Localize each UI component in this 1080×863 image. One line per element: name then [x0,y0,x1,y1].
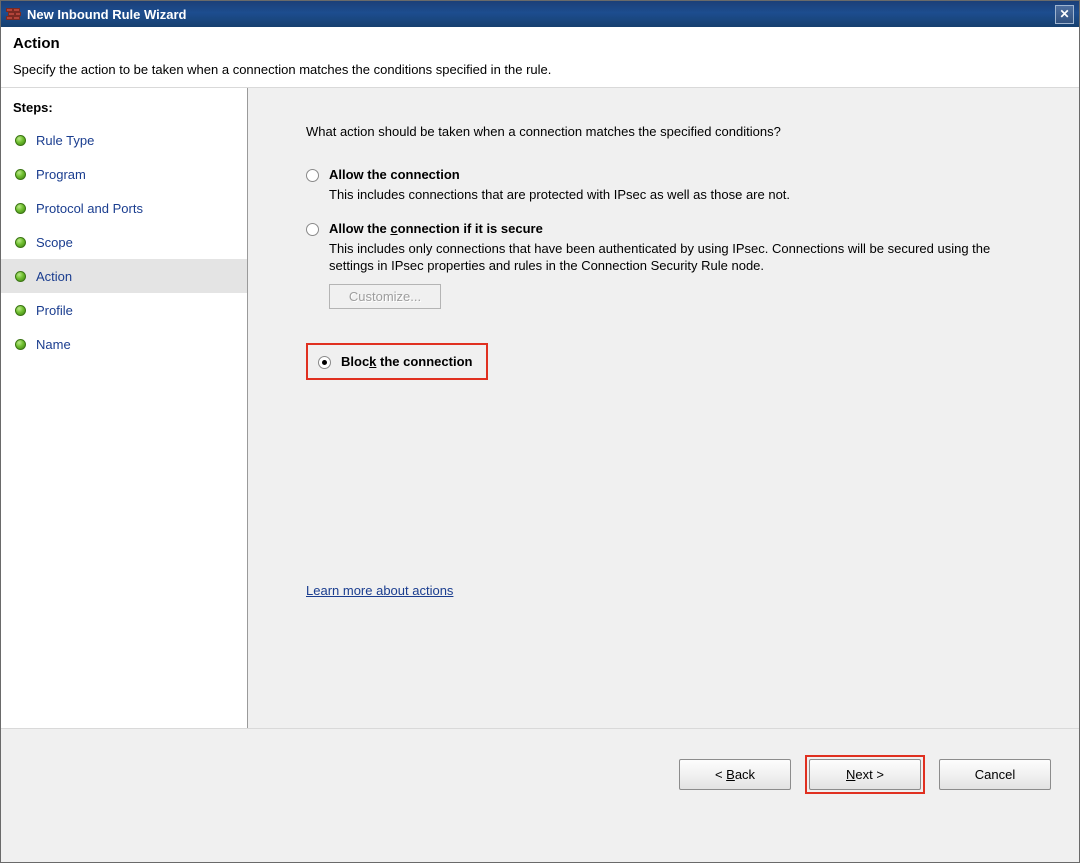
sidebar-item-label: Program [36,166,86,182]
sidebar-item-protocol-and-ports[interactable] [1,191,247,225]
cancel-button[interactable]: Cancel [939,759,1051,790]
wizard-body [1,88,1079,728]
option-allow-the-connection[interactable] [306,167,1049,203]
sidebar-item-label: Action [36,268,73,284]
sidebar-item-action[interactable] [1,259,247,293]
learn-more-about-actions-link[interactable]: Learn more about actions [306,583,454,598]
option-description: This includes only connections that have been authenticated by using IPsec. Connections will be secured using the settings in IPsec properties and rules in the Connection Security Rule node. [329,241,991,273]
action-content-pane [248,88,1079,728]
option-description: This includes connections that are protected with IPsec as well as those are not. [329,187,791,202]
sidebar-item-program[interactable] [1,157,247,191]
page-subtitle: Specify the action to be taken when a connection matches the conditions specified in the rule. [13,62,552,77]
sidebar-item-label: Rule Type [36,132,95,148]
sidebar-item-name[interactable] [1,327,247,361]
steps-sidebar [1,88,248,728]
step-bullet-icon [15,169,26,180]
step-bullet-icon [15,271,26,282]
back-button[interactable]: < Back [679,759,791,790]
step-bullet-icon [15,237,26,248]
next-button[interactable]: Next > [809,759,921,790]
sidebar-item-scope[interactable] [1,225,247,259]
sidebar-item-label: Profile [36,302,73,318]
sidebar-item-label: Name [36,336,71,352]
radio-block-the-connection[interactable] [318,356,331,369]
option-block-the-connection[interactable] [318,354,472,369]
action-question: What action should be taken when a connection matches the specified conditions? [306,124,781,139]
option-label: Allow the connection if it is secure [329,221,543,236]
title-bar [1,1,1079,27]
option-block-the-connection-highlight[interactable] [306,343,488,380]
window-title: New Inbound Rule Wizard [27,6,187,22]
sidebar-item-rule-type[interactable] [1,123,247,157]
steps-heading: Steps: [13,100,53,115]
step-bullet-icon [15,135,26,146]
radio-allow-if-secure[interactable] [306,223,319,236]
radio-allow-the-connection[interactable] [306,169,319,182]
customize-button[interactable]: Customize... [329,284,441,309]
close-icon[interactable]: ✕ [1055,5,1074,24]
page-title: Action [13,35,60,52]
step-bullet-icon [15,305,26,316]
step-bullet-icon [15,339,26,350]
sidebar-item-label: Protocol and Ports [36,200,143,216]
page-header [1,27,1079,88]
next-button-highlight [805,755,925,794]
option-allow-if-secure[interactable] [306,221,1049,309]
option-label: Block the connection [341,354,473,369]
firewall-brick-icon [6,6,22,22]
option-label: Allow the connection [329,167,460,182]
step-bullet-icon [15,203,26,214]
sidebar-item-profile[interactable] [1,293,247,327]
wizard-footer [1,728,1079,820]
sidebar-item-label: Scope [36,234,73,250]
